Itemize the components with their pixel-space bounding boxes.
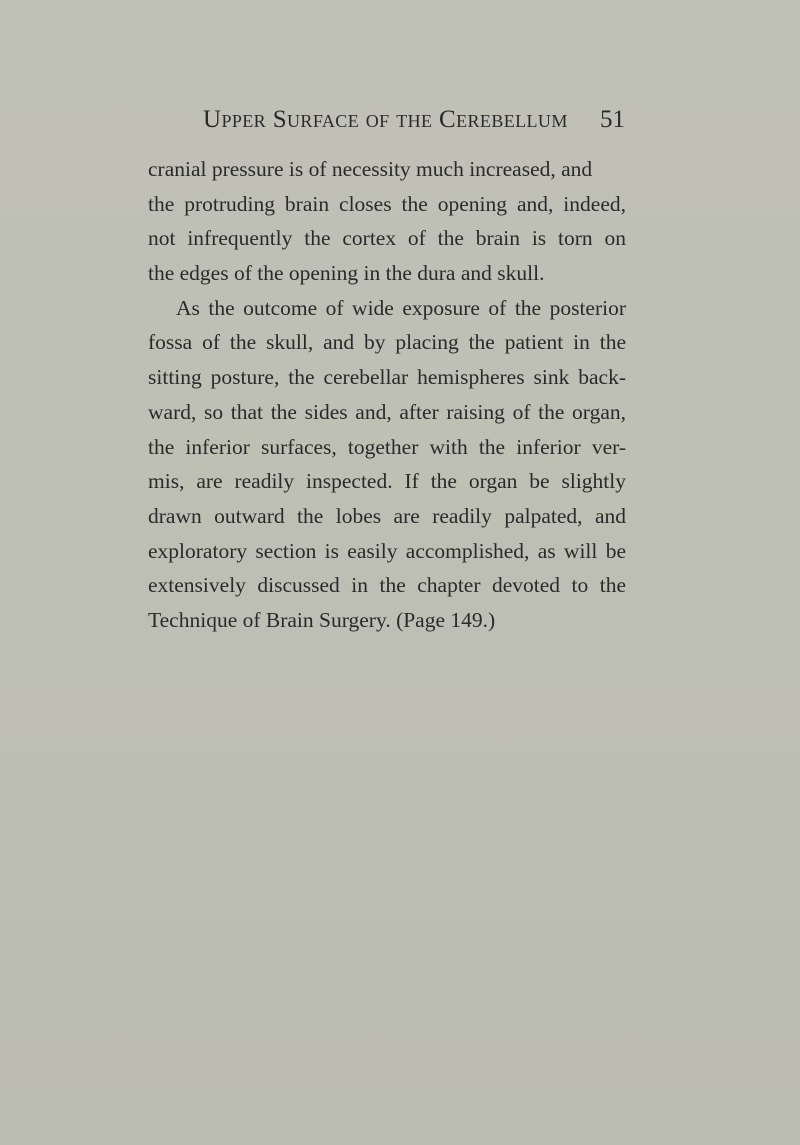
text-line: cranial pressure is of necessity much increased, and <box>148 157 593 181</box>
body-text <box>148 152 626 638</box>
text-line: the edges of the opening in the dura and skull. <box>148 261 545 286</box>
text-line: As the outcome of wide exposure of the posterior <box>176 295 626 320</box>
running-head <box>203 106 625 138</box>
text-line: not infrequently the cortex of the brain is torn on <box>148 226 626 251</box>
text-line: drawn outward the lobes are readily palpated, and <box>148 503 626 528</box>
text-line: exploratory section is easily accomplished, as will be <box>148 538 626 563</box>
text-line: extensively discussed in the chapter devoted to the <box>148 573 626 598</box>
text-line: the inferior surfaces, together with the inferior ver- <box>148 434 626 459</box>
text-line: sitting posture, the cerebellar hemispheres sink back- <box>148 365 626 390</box>
text-line: mis, are readily inspected. If the organ be slightly <box>148 469 626 494</box>
running-title: Upper Surface of the Cerebellum <box>203 106 568 133</box>
page-number: 51 <box>600 106 625 133</box>
text-line: the protruding brain closes the opening and, indeed, <box>148 191 626 216</box>
text-line: Technique of Brain Surgery. (Page 149.) <box>148 607 496 632</box>
text-line: fossa of the skull, and by placing the patient in the <box>148 330 626 355</box>
text-line: ward, so that the sides and, after raising of the organ, <box>148 399 626 424</box>
